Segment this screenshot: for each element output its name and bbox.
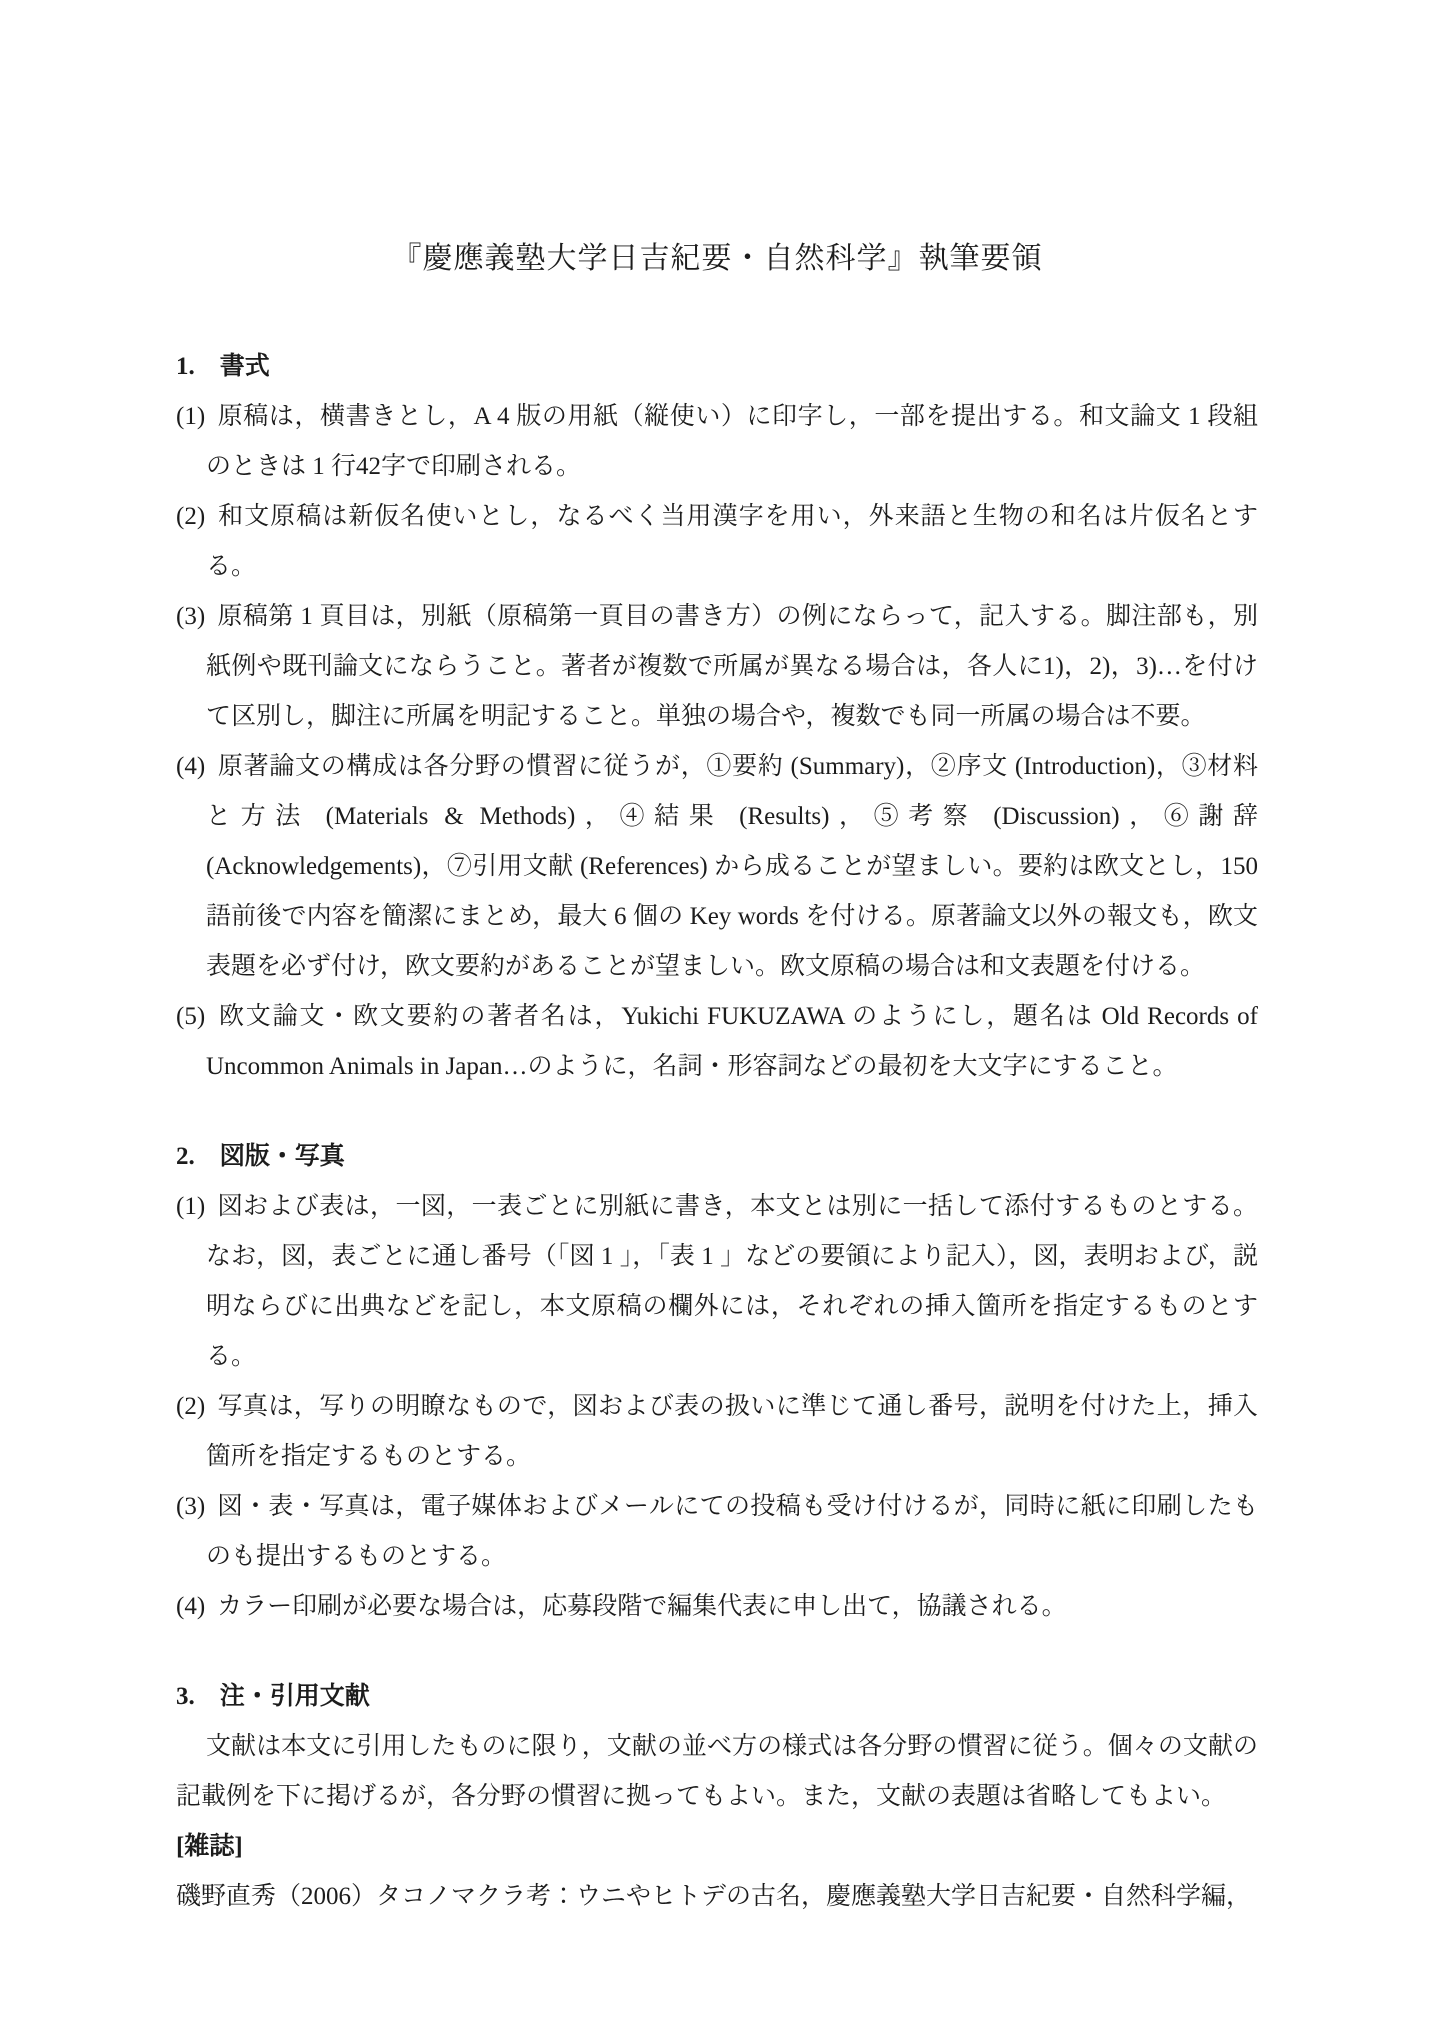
reference-category-label: [雑誌] (176, 1833, 243, 1860)
list-item (176, 1582, 1258, 1632)
item-number: (4) (176, 753, 206, 780)
item-number: (2) (176, 503, 206, 530)
list-item (176, 1482, 1258, 1582)
list-item (176, 592, 1258, 742)
item-number: (2) (176, 1393, 206, 1420)
item-text: カラー印刷が必要な場合は，応募段階で編集代表に申し出て，協議される。 (217, 1593, 1067, 1620)
list-item (176, 992, 1258, 1092)
item-number: (1) (176, 1193, 206, 1220)
list-item (176, 1182, 1258, 1382)
item-text: 原稿第 1 頁目は，別紙（原稿第一頁目の書き方）の例にならって，記入する。脚注部も，別紙例や既刊論文にならうこと。著者が複数で所属が異なる場合は，各人に1)，2)，3)…を付けて区別し，脚注に所属を明記すること。単独の場合や，複数でも同一所属の場合は不要。 (206, 603, 1258, 730)
item-text: 図・表・写真は，電子媒体およびメールにての投稿も受け付けるが，同時に紙に印刷したものも提出するものとする。 (206, 1493, 1258, 1570)
section-format (176, 342, 1258, 1092)
section-heading-format: 1. 書式 (176, 353, 270, 380)
list-item (176, 1382, 1258, 1482)
list-item (176, 492, 1258, 592)
item-text: 和文原稿は新仮名使いとし，なるべく当用漢字を用い，外来語と生物の和名は片仮名とする。 (206, 503, 1258, 580)
item-text: 原著論文の構成は各分野の慣習に従うが，①要約 (Summary)，②序文 (Introduction)，③材料と方法 (Materials & Methods)，④結果 (Results)，⑤考察 (Discussion)，⑥謝辞 (Acknowledgements)，⑦引用文献 (References) から成ることが望ましい。要約は欧文とし，150語前後で内容を簡潔にまとめ，最大 6 個の Key words を付ける。原著論文以外の報文も，欧文表題を必ず付け，欧文要約があることが望ましい。欧文原稿の場合は和文表題を付ける。 (206, 753, 1258, 980)
item-text: 原稿は，横書きとし，A 4 版の用紙（縦使い）に印字し，一部を提出する。和文論文 1 段組のときは 1 行42字で印刷される。 (206, 403, 1258, 480)
item-number: (4) (176, 1593, 206, 1620)
item-number: (1) (176, 403, 206, 430)
item-text: 欧文論文・欧文要約の著者名は，Yukichi FUKUZAWA のようにし，題名は Old Records of Uncommon Animals in Japan…のように，名詞・形容詞などの最初を大文字にすること。 (206, 1003, 1258, 1080)
item-text: 写真は，写りの明瞭なもので，図および表の扱いに準じて通し番号，説明を付けた上，挿入箇所を指定するものとする。 (206, 1393, 1258, 1470)
list-item (176, 392, 1258, 492)
section-heading-references: 3. 注・引用文献 (176, 1683, 370, 1710)
item-text: 図および表は，一図，一表ごとに別紙に書き，本文とは別に一括して添付するものとする。なお，図，表ごとに通し番号（「図 1 」，「表 1 」などの要領により記入），図，表明および，説明ならびに出典などを記し，本文原稿の欄外には，それぞれの挿入箇所を指定するものとする。 (206, 1193, 1258, 1370)
item-number: (3) (176, 603, 206, 630)
document-title: 『慶應義塾大学日吉紀要・自然科学』執筆要領 (391, 242, 1043, 275)
item-number: (3) (176, 1493, 206, 1520)
section-heading-figures: 2. 図版・写真 (176, 1143, 345, 1170)
section-figures (176, 1132, 1258, 1632)
reference-entry: 磯野直秀（2006）タコノマクラ考：ウニやヒトデの古名，慶應義塾大学日吉紀要・自然科学編， (176, 1883, 1252, 1910)
references-intro-paragraph: 文献は本文に引用したものに限り，文献の並べ方の様式は各分野の慣習に従う。個々の文献の記載例を下に掲げるが，各分野の慣習に拠ってもよい。また，文献の表題は省略してもよい。 (176, 1733, 1258, 1810)
list-item (176, 742, 1258, 992)
item-number: (5) (176, 1003, 206, 1030)
section-references (176, 1672, 1258, 1922)
